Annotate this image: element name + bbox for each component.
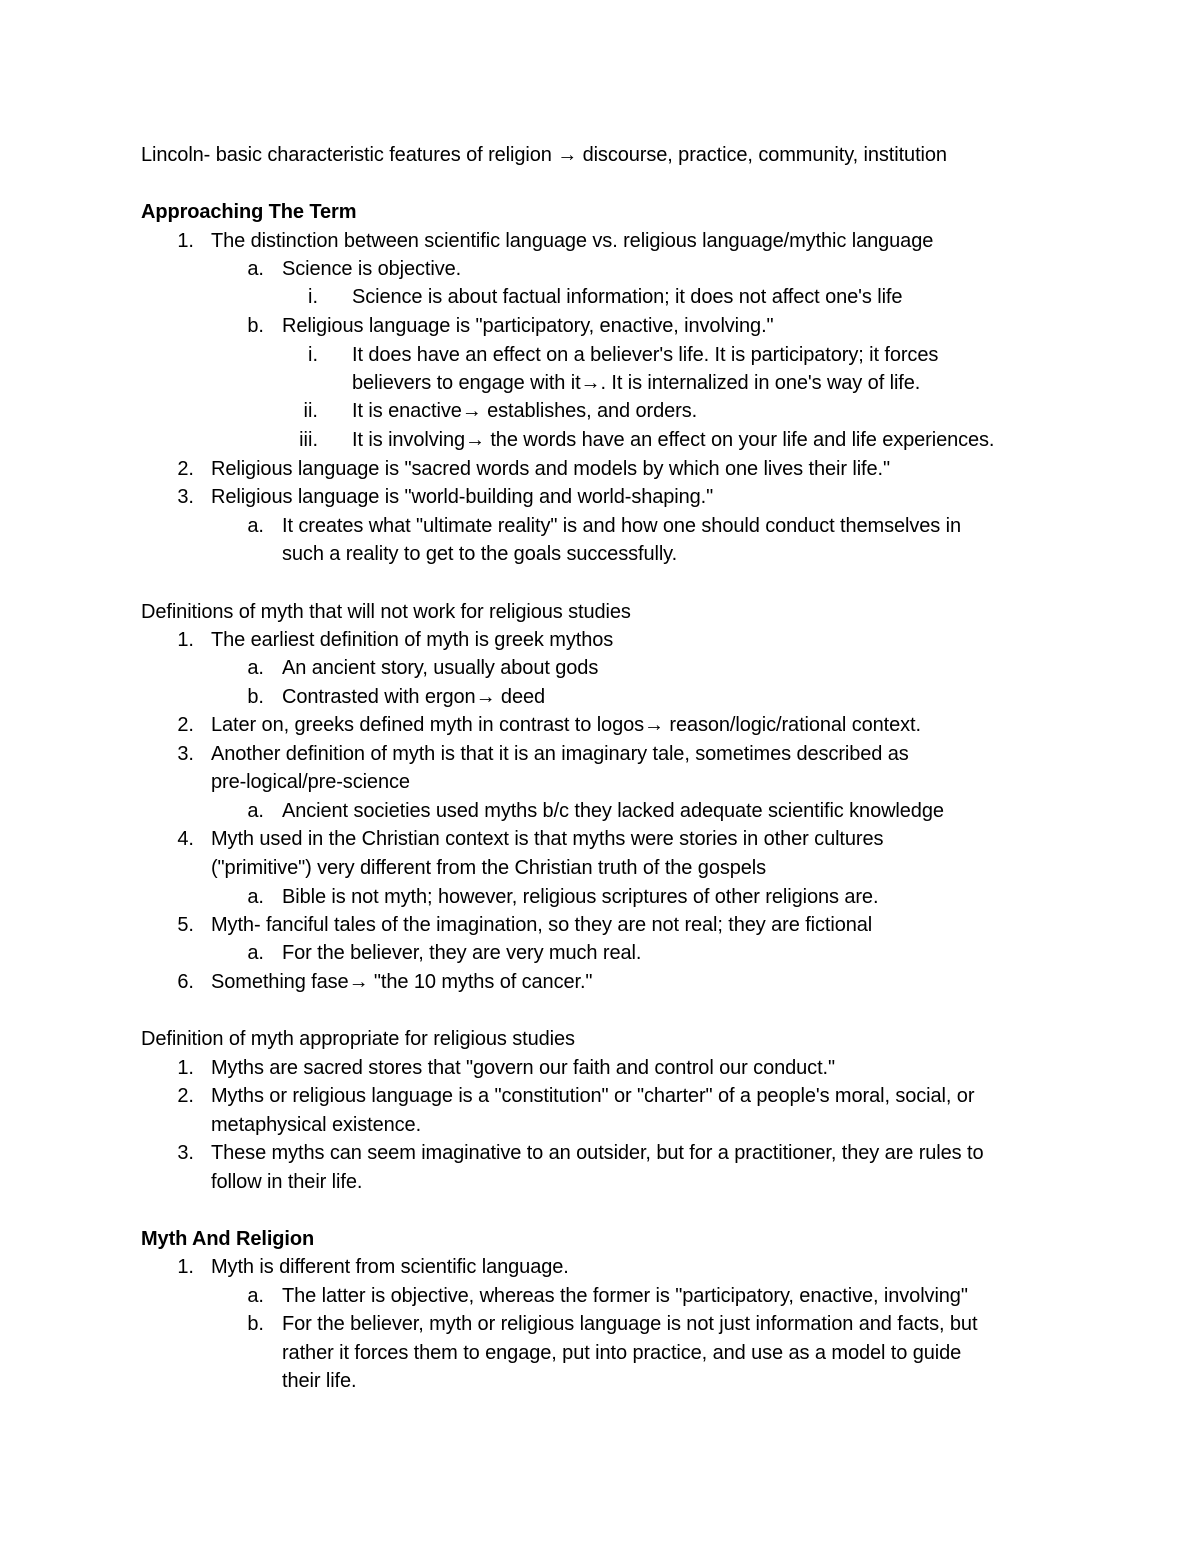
list-item: It does have an effect on a believer's life. It is participatory; it forces — [352, 344, 939, 366]
list-marker: ii. — [303, 400, 318, 422]
list-marker: 1. — [177, 1057, 194, 1079]
list-item-continuation: such a reality to get to the goals successfully. — [282, 543, 678, 565]
list-item-continuation: pre-logical/pre-science — [211, 771, 410, 793]
list-item: Myth is different from scientific language. — [211, 1256, 569, 1278]
list-marker: 6. — [177, 971, 194, 993]
list-marker: a. — [247, 942, 264, 964]
list-marker: 2. — [177, 714, 194, 736]
list-marker: a. — [247, 1285, 264, 1307]
list-item: The latter is objective, whereas the former is "participatory, enactive, involving" — [282, 1285, 968, 1307]
list-marker: 1. — [177, 230, 194, 252]
list-item: It is enactive→ establishes, and orders. — [352, 400, 698, 422]
list-item: For the believer, myth or religious language is not just information and facts, but — [282, 1313, 978, 1335]
list-marker: a. — [247, 258, 264, 280]
list-marker: 2. — [177, 1085, 194, 1107]
list-marker: a. — [247, 800, 264, 822]
list-marker: 3. — [177, 486, 194, 508]
list-marker: iii. — [299, 429, 318, 451]
list-marker: i. — [308, 286, 318, 308]
list-item: Myths or religious language is a "constitution" or "charter" of a people's moral, social, or — [211, 1085, 975, 1107]
list-item-continuation: metaphysical existence. — [211, 1114, 422, 1136]
list-item: Science is objective. — [282, 258, 462, 280]
list-marker: b. — [247, 686, 264, 708]
list-marker: i. — [308, 344, 318, 366]
list-marker: 5. — [177, 914, 194, 936]
section-heading-approaching-the-term: Approaching The Term — [141, 201, 357, 223]
list-marker: a. — [247, 515, 264, 537]
list-item: The earliest definition of myth is greek mythos — [211, 629, 614, 651]
list-item: Science is about factual information; it does not affect one's life — [352, 286, 903, 308]
list-marker: 3. — [177, 743, 194, 765]
list-item: For the believer, they are very much real. — [282, 942, 642, 964]
list-item-continuation: ("primitive") very different from the Christian truth of the gospels — [211, 857, 767, 879]
section-heading-myth-and-religion: Myth And Religion — [141, 1228, 315, 1250]
list-item: Ancient societies used myths b/c they lacked adequate scientific knowledge — [282, 800, 944, 822]
section-heading-definitions-not-work: Definitions of myth that will not work for religious studies — [141, 601, 631, 623]
list-item: Myth- fanciful tales of the imagination, so they are not real; they are fictional — [211, 914, 873, 936]
list-marker: b. — [247, 315, 264, 337]
list-item: An ancient story, usually about gods — [282, 657, 599, 679]
list-marker: 1. — [177, 629, 194, 651]
list-item: Myth used in the Christian context is that myths were stories in other cultures — [211, 828, 884, 850]
list-marker: a. — [247, 657, 264, 679]
list-item: The distinction between scientific language vs. religious language/mythic language — [211, 230, 934, 252]
list-item: Bible is not myth; however, religious scriptures of other religions are. — [282, 886, 879, 908]
list-marker: b. — [247, 1313, 264, 1335]
list-item: It creates what "ultimate reality" is and how one should conduct themselves in — [282, 515, 961, 537]
list-item-continuation: believers to engage with it→. It is internalized in one's way of life. — [352, 372, 921, 394]
list-item-continuation: rather it forces them to engage, put into practice, and use as a model to guide — [282, 1342, 962, 1364]
section-heading-definition-appropriate: Definition of myth appropriate for religious studies — [141, 1028, 575, 1050]
list-item: It is involving→ the words have an effect on your life and life experiences. — [352, 429, 995, 451]
list-item: These myths can seem imaginative to an outsider, but for a practitioner, they are rules to — [211, 1142, 984, 1164]
list-item: Myths are sacred stores that "govern our faith and control our conduct." — [211, 1057, 835, 1079]
list-marker: 1. — [177, 1256, 194, 1278]
list-marker: 4. — [177, 828, 194, 850]
list-marker: 2. — [177, 458, 194, 480]
list-marker: a. — [247, 886, 264, 908]
list-marker: 3. — [177, 1142, 194, 1164]
list-item: Contrasted with ergon→ deed — [282, 686, 546, 708]
list-item: Later on, greeks defined myth in contrast to logos→ reason/logic/rational context. — [211, 714, 921, 736]
list-item: Religious language is "sacred words and models by which one lives their life." — [211, 458, 890, 480]
list-item-continuation: follow in their life. — [211, 1171, 363, 1193]
intro-text: Lincoln- basic characteristic features of religion → discourse, practice, community, institution — [141, 144, 947, 166]
list-item-continuation: their life. — [282, 1370, 357, 1392]
list-item: Something fase→ "the 10 myths of cancer." — [211, 971, 593, 993]
list-item: Another definition of myth is that it is an imaginary tale, sometimes described as — [211, 743, 909, 765]
list-item: Religious language is "participatory, enactive, involving." — [282, 315, 774, 337]
list-item: Religious language is "world-building and world-shaping." — [211, 486, 714, 508]
